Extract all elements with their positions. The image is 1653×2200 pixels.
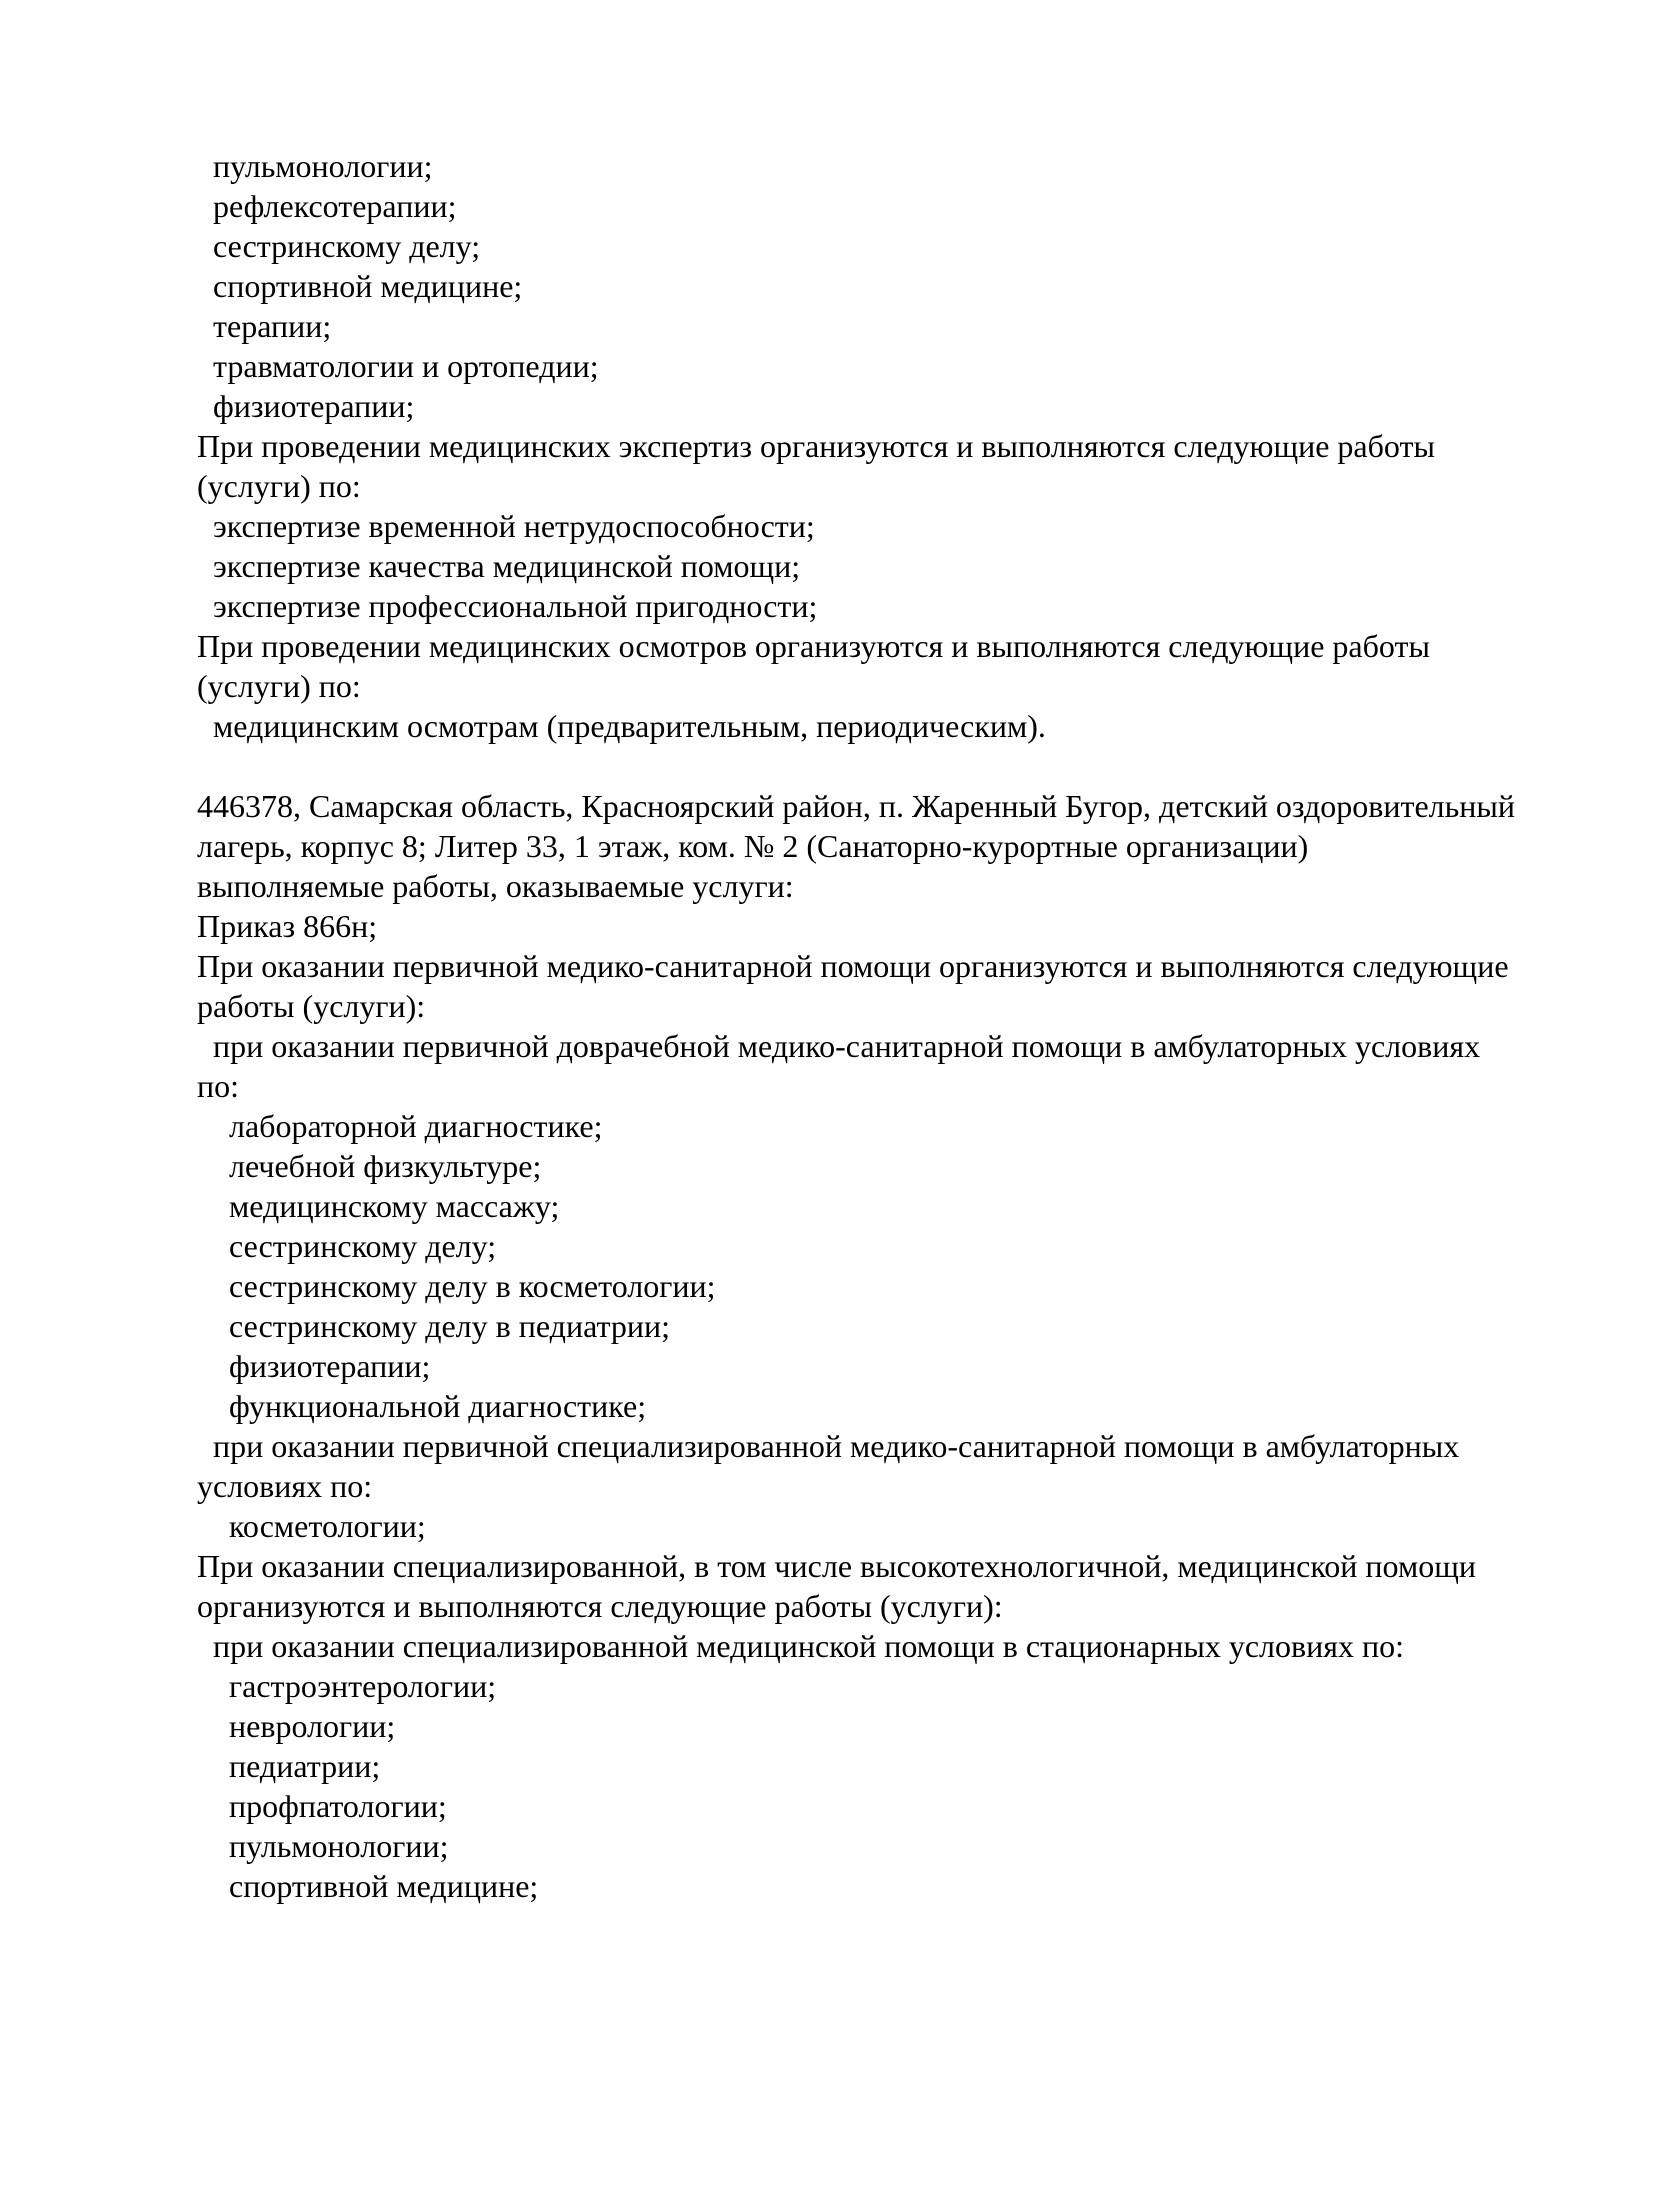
text-line: терапии;: [213, 308, 332, 344]
text-line: пульмонологии;: [213, 148, 433, 184]
text-line: физиотерапии;: [213, 388, 415, 424]
text-line: сестринскому делу;: [213, 228, 481, 264]
text-line: сестринскому делу;: [229, 1228, 497, 1264]
text-line: функциональной диагностике;: [229, 1388, 647, 1424]
text-line: [197, 746, 1577, 786]
text-line: лагерь, корпус 8; Литер 33, 1 этаж, ком. № 2 (Санаторно-курортные организации): [197, 828, 1309, 864]
text-line: при оказании первичной специализированной медико-санитарной помощи в амбулаторных: [213, 1428, 1460, 1464]
text-line: пульмонологии;: [229, 1828, 449, 1864]
text-line: по:: [197, 1068, 240, 1104]
text-line: (услуги) по:: [197, 468, 361, 504]
text-line: лечебной физкультуре;: [229, 1148, 542, 1184]
text-line: педиатрии;: [229, 1748, 381, 1784]
text-line: косметологии;: [229, 1508, 426, 1544]
text-line: медицинским осмотрам (предварительным, периодическим).: [213, 708, 1046, 744]
text-line: физиотерапии;: [229, 1348, 431, 1384]
text-line: сестринскому делу в педиатрии;: [229, 1308, 670, 1344]
text-line: при оказании специализированной медицинской помощи в стационарных условиях по:: [213, 1628, 1404, 1664]
text-line: выполняемые работы, оказываемые услуги:: [197, 868, 794, 904]
text-line: При проведении медицинских экспертиз организуются и выполняются следующие работы: [197, 428, 1435, 464]
text-line: экспертизе профессиональной пригодности;: [213, 588, 818, 624]
text-line: экспертизе временной нетрудоспособности;: [213, 508, 815, 544]
text-line: профпатологии;: [229, 1788, 447, 1824]
text-line: медицинскому массажу;: [229, 1188, 560, 1224]
text-line: рефлексотерапии;: [213, 188, 457, 224]
document-text: [197, 146, 1577, 1906]
text-line: при оказании первичной доврачебной медико-санитарной помощи в амбулаторных условиях: [213, 1028, 1481, 1064]
text-line: спортивной медицине;: [229, 1868, 539, 1904]
text-line: Приказ 866н;: [197, 908, 378, 944]
text-line: неврологии;: [229, 1708, 396, 1744]
text-line: При оказании специализированной, в том числе высокотехнологичной, медицинской помощи: [197, 1548, 1476, 1584]
text-line: спортивной медицине;: [213, 268, 523, 304]
text-line: гастроэнтерологии;: [229, 1668, 497, 1704]
text-line: лабораторной диагностике;: [229, 1108, 603, 1144]
text-line: травматологии и ортопедии;: [213, 348, 599, 384]
text-line: организуются и выполняются следующие работы (услуги):: [197, 1588, 1003, 1624]
text-line: условиях по:: [197, 1468, 373, 1504]
text-line: сестринскому делу в косметологии;: [229, 1268, 716, 1304]
text-line: При проведении медицинских осмотров организуются и выполняются следующие работы: [197, 628, 1430, 664]
text-line: 446378, Самарская область, Красноярский район, п. Жаренный Бугор, детский оздоровительный: [197, 788, 1515, 824]
text-line: работы (услуги):: [197, 988, 426, 1024]
text-line: (услуги) по:: [197, 668, 361, 704]
text-line: При оказании первичной медико-санитарной помощи организуются и выполняются следующие: [197, 948, 1509, 984]
text-line: экспертизе качества медицинской помощи;: [213, 548, 801, 584]
